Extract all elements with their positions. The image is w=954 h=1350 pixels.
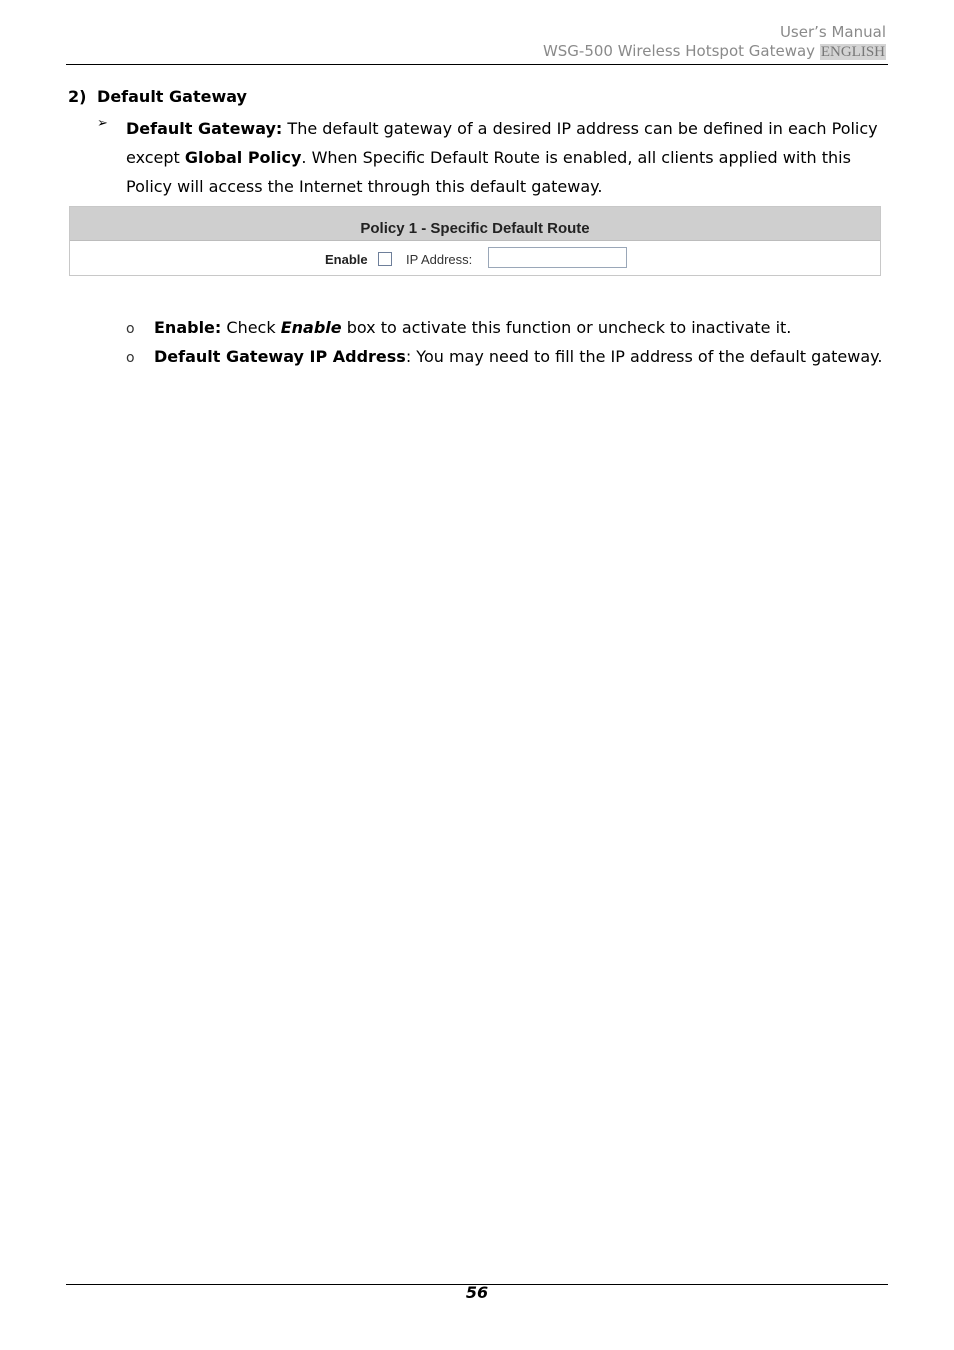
header-manual: User’s Manual <box>779 23 886 41</box>
item-ip-address <box>154 347 882 366</box>
intro-term: Default Gateway: <box>126 119 283 138</box>
enable-checkbox[interactable] <box>378 252 392 266</box>
arrow-bullet-icon: ➢ <box>97 116 108 131</box>
section-title-text: Default Gateway <box>97 87 247 106</box>
panel-title: Policy 1 - Specific Default Route <box>70 207 880 241</box>
item-term: Default Gateway IP Address <box>154 347 406 366</box>
section-title <box>68 87 247 106</box>
page-number: 56 <box>465 1283 489 1302</box>
default-route-panel <box>69 206 881 276</box>
header-product-line <box>543 42 886 61</box>
section-number: 2) <box>68 87 87 106</box>
enable-label: Enable <box>325 252 368 267</box>
intro-term-2: Global Policy <box>184 148 302 167</box>
ip-address-label: IP Address: <box>406 252 473 267</box>
circle-bullet-icon: o <box>126 350 135 366</box>
intro-text-2: . When Specific Default Route is enabled, all clients applied with this Policy will access the Internet through this default gateway. <box>126 148 851 196</box>
item-post: : You may need to fill the IP address of the default gateway. <box>405 347 883 366</box>
item-enable <box>154 318 791 337</box>
item-emphasis: Enable <box>280 318 342 337</box>
header-rule <box>66 64 888 65</box>
item-pre: Check <box>221 318 281 337</box>
panel-row <box>70 241 880 276</box>
intro-paragraph <box>126 114 896 201</box>
header-language: ENGLISH <box>820 44 885 60</box>
item-post: box to activate this function or uncheck to inactivate it. <box>341 318 792 337</box>
intro-text-1: The default gateway of a desired IP address can be defined in each Policy except <box>126 119 878 167</box>
circle-bullet-icon: o <box>126 321 135 337</box>
ip-address-input[interactable] <box>488 247 627 268</box>
header-product: WSG-500 Wireless Hotspot Gateway <box>542 42 816 60</box>
item-term: Enable: <box>154 318 222 337</box>
